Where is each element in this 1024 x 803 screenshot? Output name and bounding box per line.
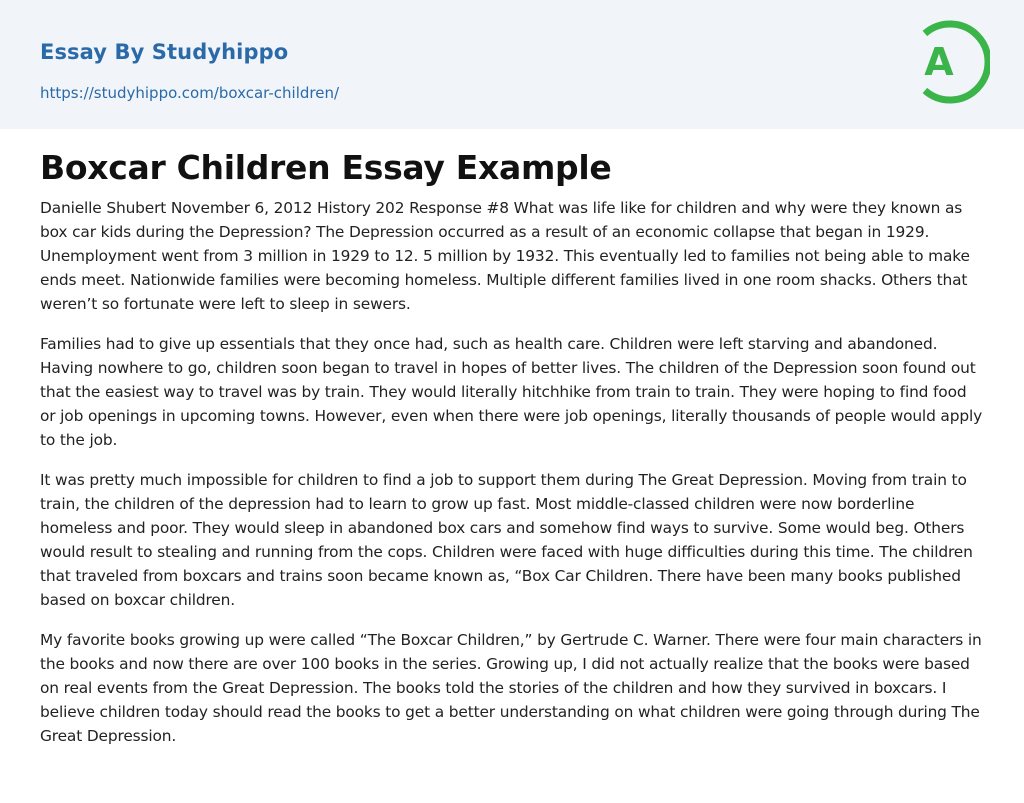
paragraph-4: My favorite books growing up were called “The Boxcar Children,” by Gertrude C. Warner. There were four main characters in the books and now there are over 100 books in the series. Growing up, I did not actually realize that the books were based on real events from the Great Depression. The books told the stories of the children and how they survived in boxcars. I believe children today should read the books to get a better understanding on what children were going through during The Great Depression. [40, 631, 982, 745]
page-title: Boxcar Children Essay Example [40, 148, 612, 187]
logo-letter: A [924, 40, 954, 84]
site-url-link[interactable]: https://studyhippo.com/boxcar-children/ [40, 84, 340, 102]
paragraph-1: Danielle Shubert November 6, 2012 History 202 Response #8 What was life like for children and why were they known as box car kids during the Depression? The Depression occurred as a result of an economic collapse that began in 1929. Unemployment went from 3 million in 1929 to 12. 5 million by 1932. This eventually led to families not being able to make ends meet. Nationwide families were becoming homeless. Multiple different families lived in one room shacks. Others that weren’t so fortunate were left to sleep in sewers. [40, 199, 970, 313]
site-header [0, 0, 1024, 129]
studyhippo-logo-icon[interactable] [906, 18, 990, 106]
article [40, 146, 985, 748]
site-name[interactable]: Essay By Studyhippo [40, 40, 289, 64]
paragraph-2: Families had to give up essentials that they once had, such as health care. Children were left starving and abandoned. Having nowhere to go, children soon began to travel in hopes of better lives. The children of the Depression soon found out that the easiest way to travel was by train. They would literally hitchhike from train to train. They were hoping to find food or job openings in upcoming towns. However, even when there were job openings, literally thousands of people would apply to the job. [40, 335, 983, 449]
paragraph-3: It was pretty much impossible for children to find a job to support them during The Great Depression. Moving from train to train, the children of the depression had to learn to grow up fast. Most middle-classed children were now borderline homeless and poor. They would sleep in abandoned box cars and somehow find ways to survive. Some would beg. Others would result to stealing and running from the cops. Children were faced with huge difficulties during this time. The children that traveled from boxcars and trains soon became known as, “Box Car Children. There have been many books published based on boxcar children. [40, 471, 973, 609]
